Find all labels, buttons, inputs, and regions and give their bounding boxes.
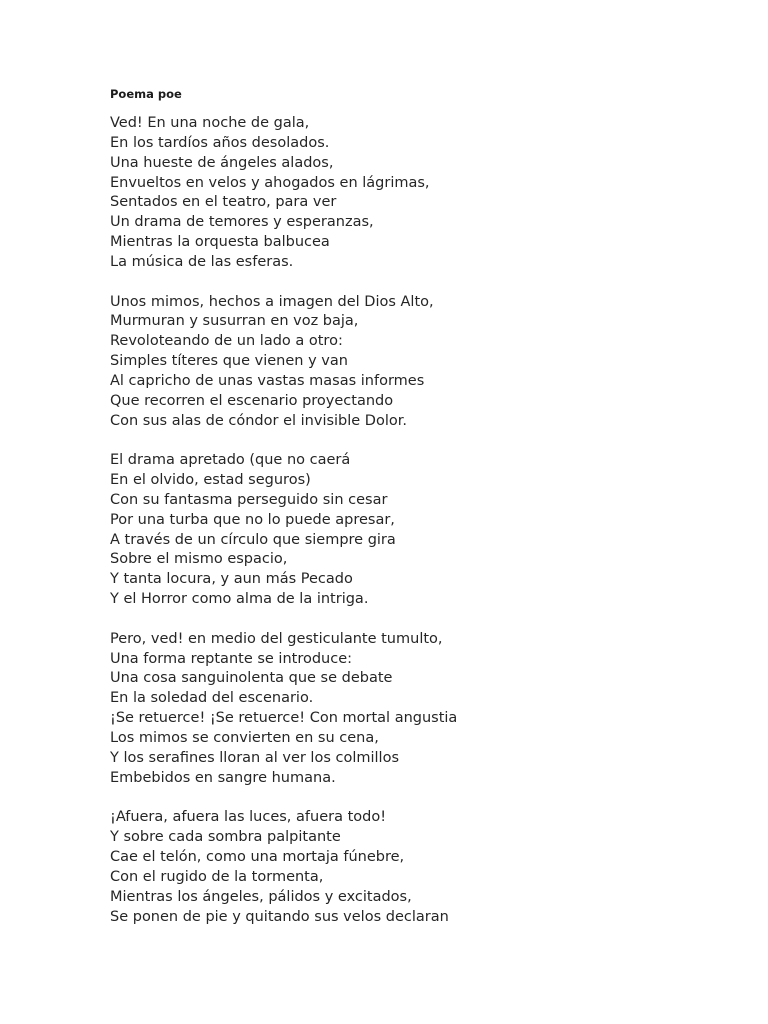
poem-line: Con el rugido de la tormenta, [110,868,324,885]
poem-line: Sentados en el teatro, para ver [110,194,337,211]
poem-line: Sobre el mismo espacio, [110,551,288,568]
poem-line: Simples títeres que vienen y van [110,353,348,370]
stanza-3 [110,451,710,610]
poem-line: ¡Afuera, afuera las luces, afuera todo! [110,809,387,826]
document-page [110,86,710,947]
poem-line: Una forma reptante se introduce: [110,650,353,667]
poem-line: El drama apretado (que no caerá [110,452,351,469]
poem-line: Por una turba que no lo puede apresar, [110,511,395,528]
stanza-1 [110,114,710,273]
poem-line: En la soledad del escenario. [110,690,314,707]
poem-line: Con su fantasma perseguido sin cesar [110,491,388,508]
poem-line: Embebidos en sangre humana. [110,769,336,786]
stanza-2 [110,293,710,432]
poem-line: Una hueste de ángeles alados, [110,154,334,171]
document-title: Poema poe [110,87,182,101]
poem-line: La música de las esferas. [110,253,294,270]
poem-line: Cae el telón, como una mortaja fúnebre, [110,849,405,866]
poem-line: Y los serafines lloran al ver los colmillos [110,749,400,766]
poem-line: Y sobre cada sombra palpitante [110,829,341,846]
poem-line: Ved! En una noche de gala, [110,115,310,131]
poem-line: Los mimos se convierten en su cena, [110,730,379,747]
stanza-5 [110,808,710,927]
poem-line: Pero, ved! en medio del gesticulante tumulto, [110,630,443,647]
poem-line: Un drama de temores y esperanzas, [110,214,374,231]
poem-line: En los tardíos años desolados. [110,134,330,151]
poem-line: Revoloteando de un lado a otro: [110,333,343,350]
poem-line: Y tanta locura, y aun más Pecado [110,571,353,588]
poem-line: Y el Horror como alma de la intriga. [110,591,369,608]
poem-line: A través de un círculo que siempre gira [110,531,396,548]
poem-line: Que recorren el escenario proyectando [110,392,394,409]
poem-line: En el olvido, estad seguros) [110,472,311,489]
poem-line: Con sus alas de cóndor el invisible Dolor. [110,412,407,429]
poem-line: Unos mimos, hechos a imagen del Dios Alto, [110,293,434,310]
poem-line: Se ponen de pie y quitando sus velos declaran [110,908,449,925]
stanza-4 [110,630,710,789]
poem-line: Mientras los ángeles, pálidos y excitados, [110,888,412,905]
poem-line: Murmuran y susurran en voz baja, [110,313,359,330]
poem-line: Mientras la orquesta balbucea [110,234,330,251]
poem-line: ¡Se retuerce! ¡Se retuerce! Con mortal angustia [110,710,458,727]
poem-line: Al capricho de unas vastas masas informes [110,372,425,389]
poem-line: Envueltos en velos y ahogados en lágrimas, [110,174,430,191]
poem-line: Una cosa sanguinolenta que se debate [110,670,393,687]
